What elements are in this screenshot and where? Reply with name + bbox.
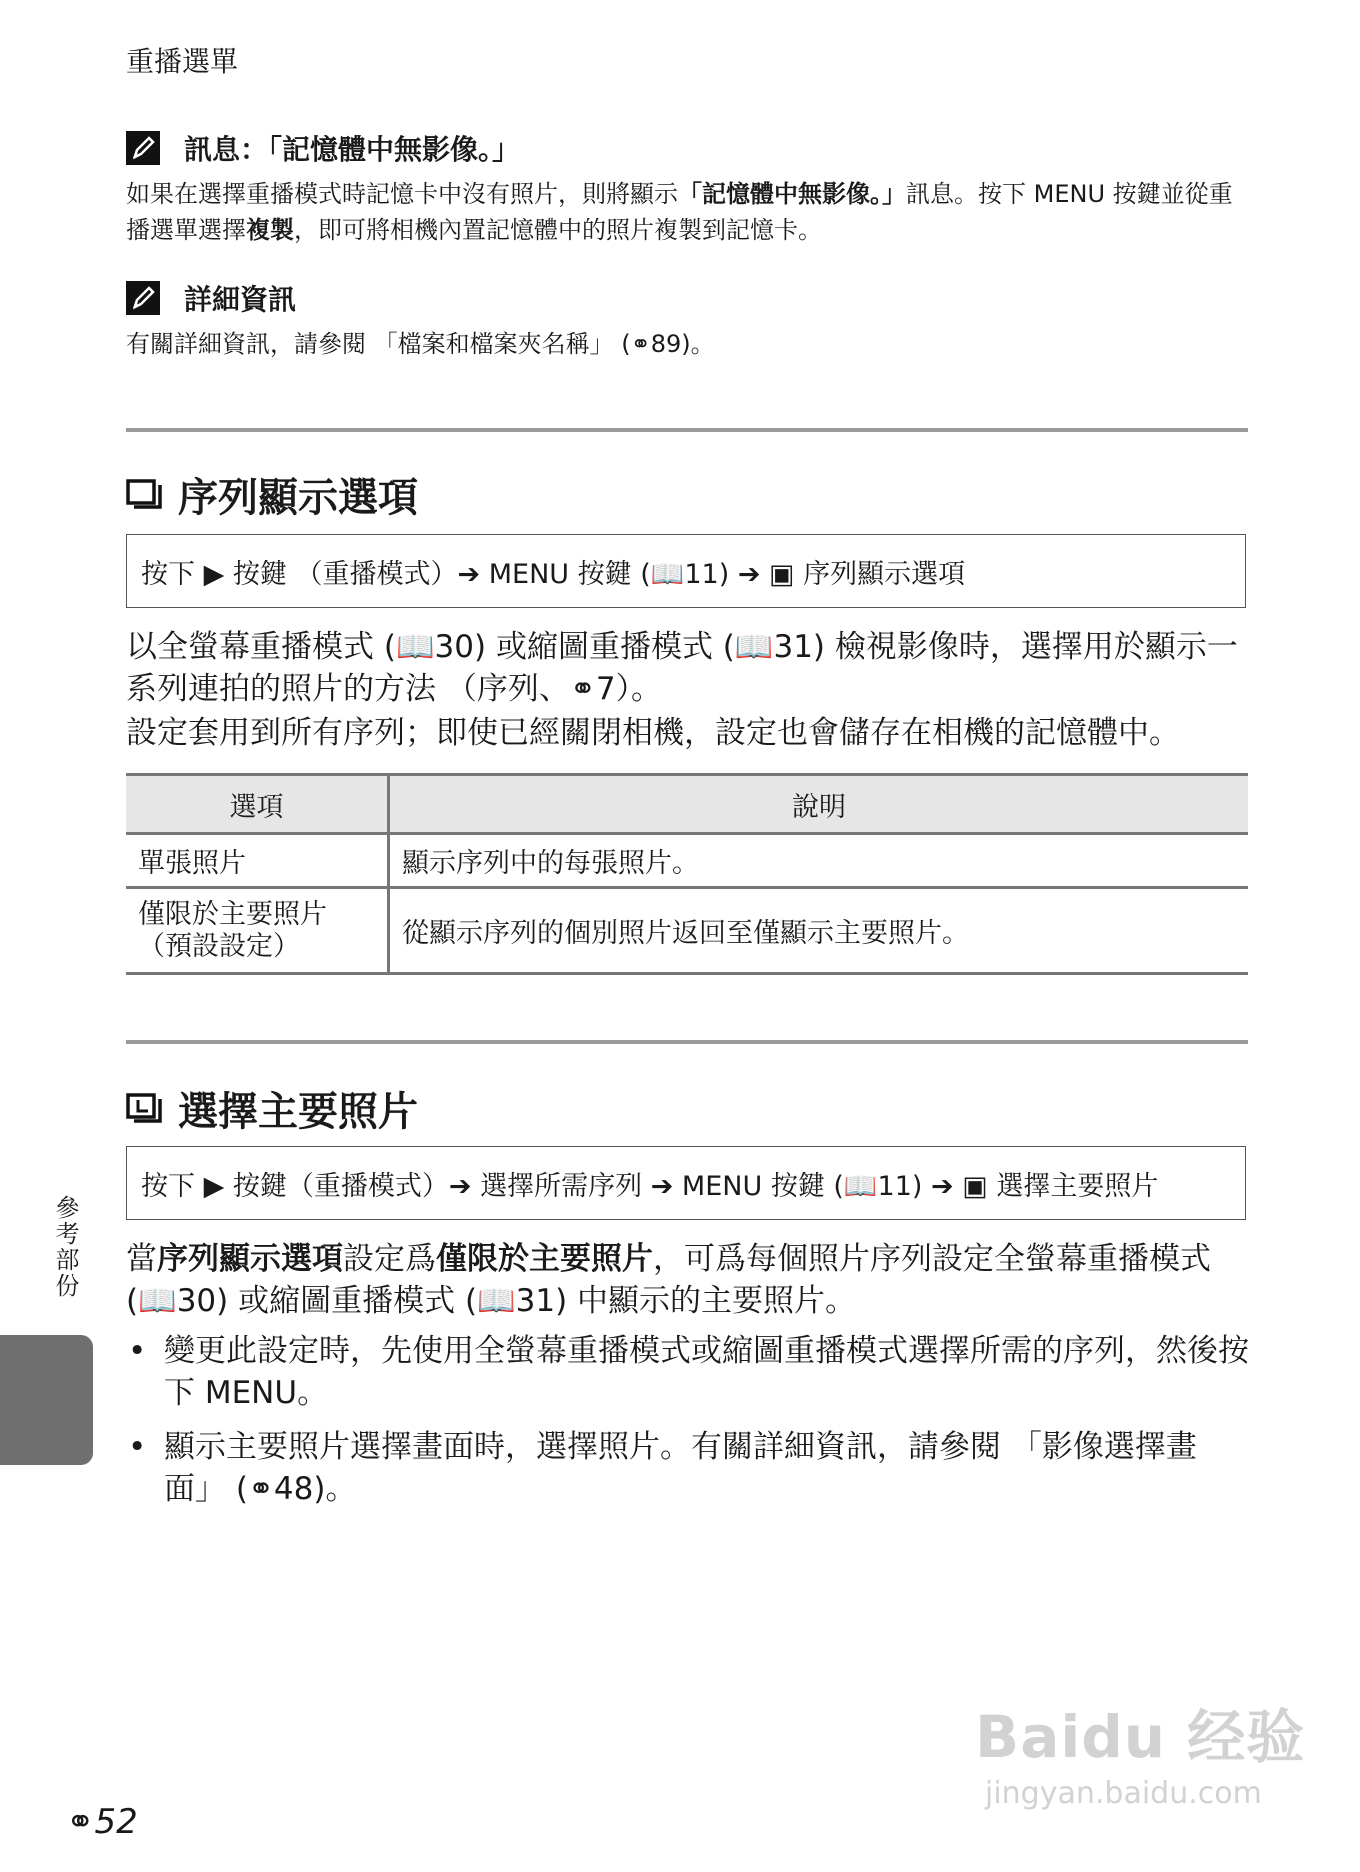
- table-header: 選項: [126, 775, 389, 834]
- table-row: [126, 888, 1248, 974]
- menu-path-box: 按下 ▶ 按鍵 （重播模式）➔ MENU 按鍵 (📖11) ➔ ▣ 序列顯示選項: [126, 534, 1246, 608]
- section-divider: [126, 428, 1248, 432]
- page-number: ⚭52: [66, 1802, 138, 1842]
- bullet-dot: •: [128, 1429, 147, 1465]
- table-cell-option: 僅限於主要照片 （預設設定）: [126, 888, 389, 974]
- section-title-sequence-display: [126, 466, 418, 523]
- section-title-choose-key-picture: [126, 1080, 418, 1137]
- section-paragraph: 設定套用到所有序列；即使已經關閉相機，設定也會儲存在相機的記憶體中。: [126, 715, 1180, 751]
- section-title-text: 選擇主要照片: [178, 1089, 418, 1135]
- sequence-icon: [126, 477, 166, 513]
- section-title-text: 序列顯示選項: [178, 475, 418, 521]
- list-item: [126, 1330, 1252, 1414]
- pencil-note-icon: [126, 131, 160, 165]
- side-tab-marker: [0, 1335, 93, 1465]
- note-body-details: 有關詳細資訊，請參閱 「檔案和檔案夾名稱」 (⚭89)。: [126, 330, 715, 358]
- watermark-url: jingyan.baidu.com: [985, 1776, 1262, 1811]
- note-title-text: 訊息：「記憶體中無影像。」: [184, 133, 521, 166]
- table-cell-desc: 從顯示序列的個別照片返回至僅顯示主要照片。: [389, 888, 1249, 974]
- list-item: [126, 1426, 1252, 1510]
- watermark: [975, 1690, 1305, 1811]
- section-divider: [126, 1040, 1248, 1044]
- bullet-text: 變更此設定時，先使用全螢幕重播模式或縮圖重播模式選擇所需的序列，然後按下 MENU。: [164, 1333, 1249, 1411]
- page-header: 重播選單: [126, 45, 239, 78]
- key-picture-icon: [126, 1091, 166, 1127]
- table-cell-option: 單張照片: [126, 834, 389, 888]
- note-title-message: [126, 128, 520, 168]
- note-title-text: 詳細資訊: [184, 283, 297, 316]
- table-cell-desc: 顯示序列中的每張照片。: [389, 834, 1249, 888]
- note-title-details: [126, 278, 296, 318]
- table-header: 說明: [389, 775, 1249, 834]
- pencil-note-icon: [126, 281, 160, 315]
- watermark-brand: Baidu 经验: [975, 1703, 1306, 1771]
- note-body-message: 如果在選擇重播模式時記憶卡中沒有照片，則將顯示「記憶體中無影像。」訊息。按下 MENU 按鍵並從重播選單選擇複製，即可將相機內置記憶體中的照片複製到記憶卡。: [126, 180, 1233, 244]
- bullet-text: 顯示主要照片選擇畫面時，選擇照片。有關詳細資訊，請參閱 「影像選擇畫面」 (⚭48)。: [164, 1429, 1197, 1507]
- options-table: [126, 773, 1248, 975]
- bullet-dot: •: [128, 1333, 147, 1369]
- section-paragraph: 以全螢幕重播模式 (📖30) 或縮圖重播模式 (📖31) 檢視影像時，選擇用於顯示一系列連拍的照片的方法 （序列、⚭7）。: [126, 629, 1238, 707]
- section-paragraph: 當序列顯示選項設定爲僅限於主要照片，可爲每個照片序列設定全螢幕重播模式 (📖30) 或縮圖重播模式 (📖31) 中顯示的主要照片。: [126, 1241, 1211, 1319]
- side-section-label: 參考部份: [51, 1195, 79, 1299]
- menu-path-box: 按下 ▶ 按鍵（重播模式）➔ 選擇所需序列 ➔ MENU 按鍵 (📖11) ➔ ▣ 選擇主要照片: [126, 1146, 1246, 1220]
- bullet-list: [126, 1330, 1252, 1522]
- table-row: [126, 834, 1248, 888]
